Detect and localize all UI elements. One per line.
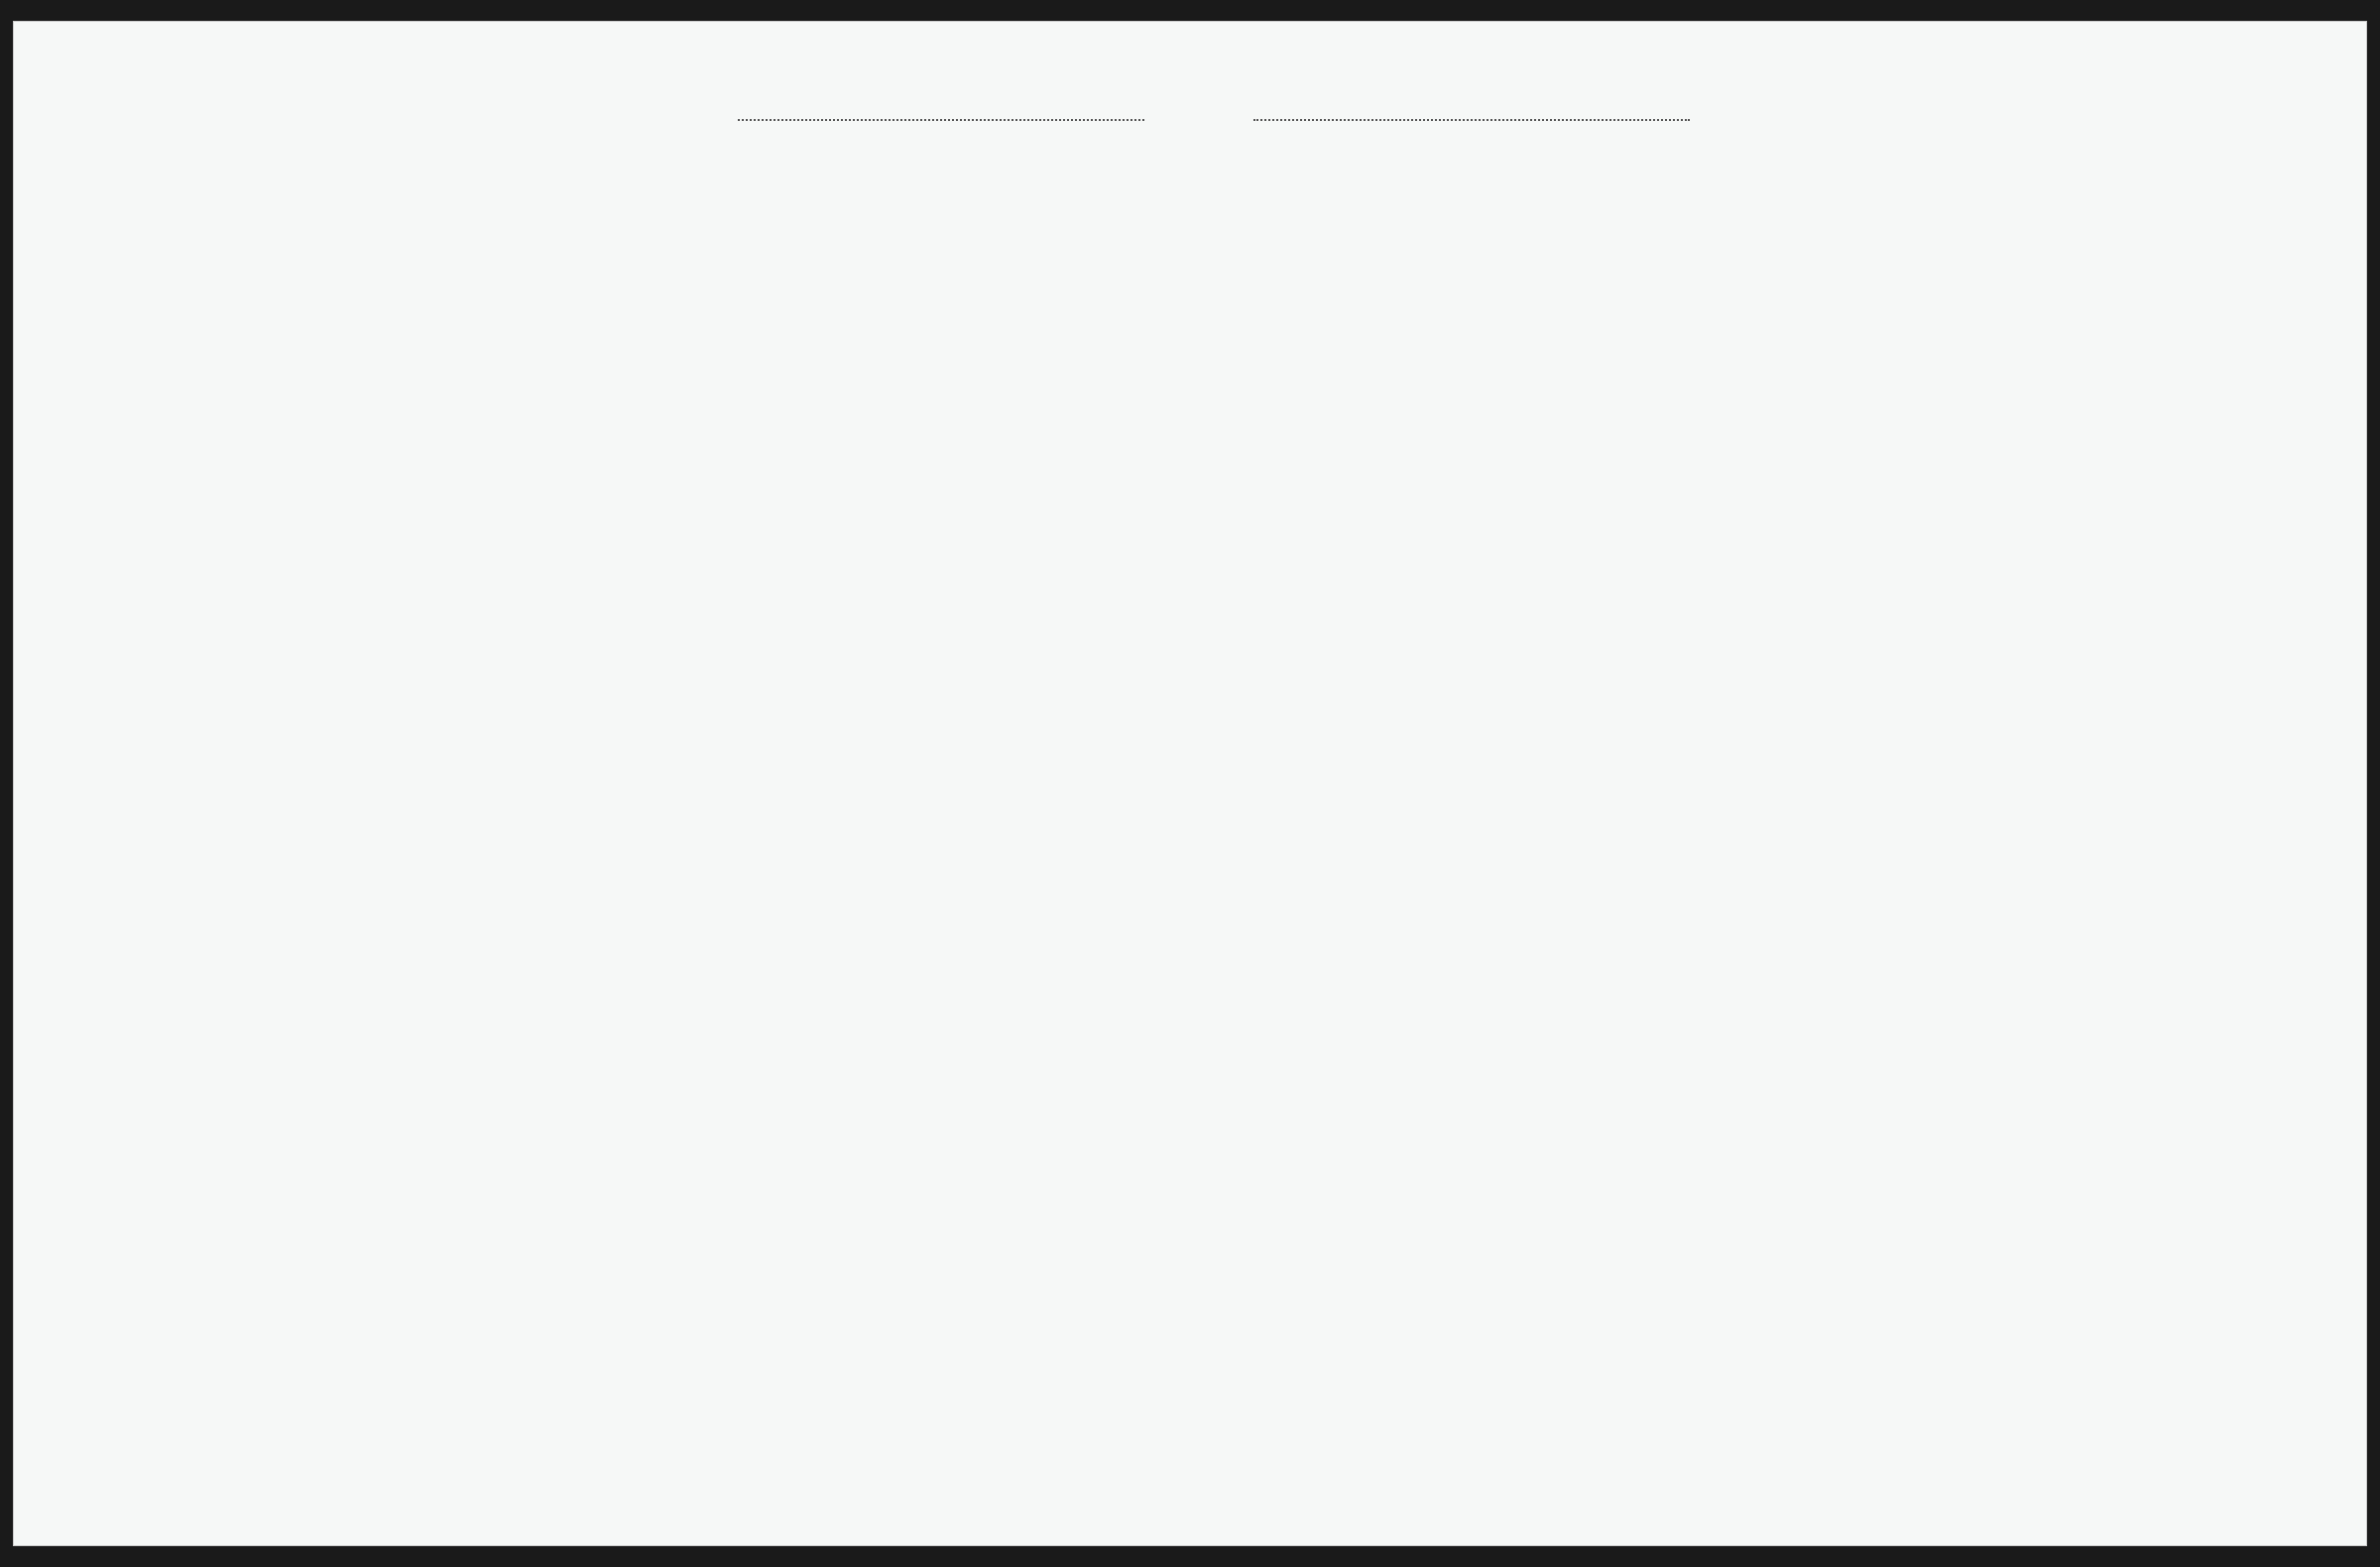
form-sheet xyxy=(14,22,2366,1545)
table-grid-lines xyxy=(14,22,2366,1545)
